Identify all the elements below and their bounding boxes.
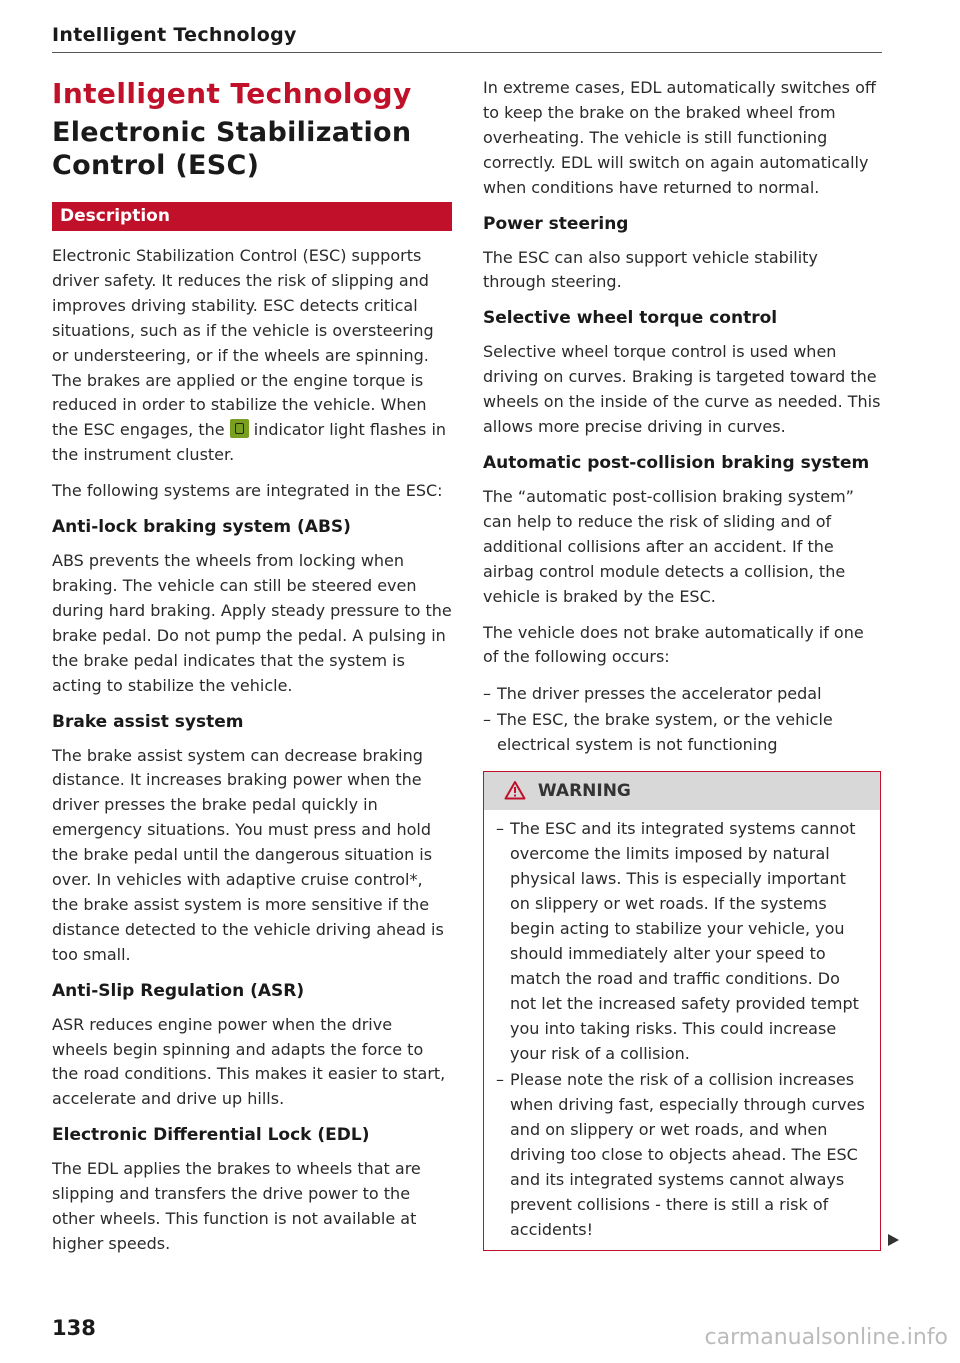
abs-heading: Anti-lock braking system (ABS) [52, 517, 351, 538]
post-collision-text: The “automatic post-collision braking system” can help to reduce the risk of sliding and of additional collisions after an accident. If the airbag control module detects a collision, the vehicle is braked by the ESC. [483, 486, 854, 606]
power-steering-heading: Power steering [483, 213, 629, 234]
list-item: – Please note the risk of a collision increases when driving fast, especially through curves and on slippery or wet roads, and when driving too close to objects ahead. The ESC and its integrated systems cannot always prevent collisions - there is still a risk of accidents! [496, 1067, 868, 1242]
description-bar: Description [52, 202, 452, 231]
list-item: – The ESC and its integrated systems cannot overcome the limits imposed by natural physical laws. This is especially important on slippery or wet roads. If the systems begin acting to stabilize your vehicle, you should immediately alter your speed to match the road and traffic conditions. Do not let the increased safety provided tempt you into taking risks. This could increase your risk of a collision. [496, 816, 868, 1066]
intro-paragraph [52, 244, 452, 468]
warning-list [496, 816, 868, 1242]
torque-control-heading: Selective wheel torque control [483, 308, 778, 329]
warning-label: WARNING [537, 781, 631, 802]
edl-heading: Electronic Differential Lock (EDL) [52, 1125, 370, 1146]
chapter-title: Intelligent Technology [52, 77, 412, 110]
left-column [52, 70, 452, 1268]
torque-control-text: Selective wheel torque control is used when driving on curves. Braking is targeted toward the wheels on the inside of the curve as needed. This allows more precise driving in curves. [483, 342, 881, 437]
brake-assist-text: The brake assist system can decrease braking distance. It increases braking power when the driver presses the brake pedal quickly in emergency situations. You must press and hold the brake pedal until the dangerous situation is over. In vehicles with adaptive cruise control*, the brake assist system is more sensitive if the distance detected to the vehicle driving ahead is too small. [52, 745, 444, 964]
warning-box [483, 771, 881, 1251]
section-title: Electronic Stabilization Control (ESC) [52, 117, 412, 181]
warning-body [484, 810, 880, 1250]
warning-triangle-icon [504, 780, 526, 800]
post-collision-heading: Automatic post-collision braking system [483, 452, 870, 473]
watermark: carmanualsonline.info [704, 1325, 948, 1350]
list-item: – The ESC, the brake system, or the vehicle electrical system is not functioning [483, 707, 883, 757]
no-brake-intro: The vehicle does not brake automatically if one of the following occurs: [483, 622, 864, 667]
warning-header [484, 772, 880, 810]
asr-heading: Anti-Slip Regulation (ASR) [52, 980, 305, 1001]
brake-assist-heading: Brake assist system [52, 711, 244, 732]
list-item: – The driver presses the accelerator pedal [483, 681, 883, 706]
edl-continued-text: In extreme cases, EDL automatically switches off to keep the brake on the braked wheel from overheating. The vehicle is still functioning correctly. EDL will switch on again automatically when conditions have returned to normal. [483, 78, 876, 197]
intro-text-before-icon: Electronic Stabilization Control (ESC) supports driver safety. It reduces the risk of slipping and improves driving stability. ESC detects critical situations, such as if the vehicle is oversteering or understeering, or if the wheels are spinning. The brakes are applied or the engine torque is reduced in order to stabilize the vehicle. When the ESC engages, the [52, 246, 434, 440]
esc-indicator-icon [230, 419, 249, 438]
power-steering-text: The ESC can also support vehicle stability through steering. [483, 247, 818, 292]
continue-arrow-icon [888, 1234, 899, 1246]
no-brake-list [483, 681, 883, 757]
integrated-intro: The following systems are integrated in the ESC: [52, 481, 443, 501]
abs-text: ABS prevents the wheels from locking when braking. The vehicle can still be steered even during hard braking. Apply steady pressure to the brake pedal. Do not pump the pedal. A pulsing in the brake pedal indicates that the system is acting to stabilize the vehicle. [52, 551, 452, 695]
asr-text: ASR reduces engine power when the drive wheels begin spinning and adapts the force to the road conditions. This makes it easier to start, accelerate and drive up hills. [52, 1014, 446, 1109]
page-number: 138 [52, 1316, 96, 1340]
edl-text: The EDL applies the brakes to wheels that are slipping and transfers the drive power to the other wheels. This function is not available at higher speeds. [52, 1159, 421, 1253]
header-divider [52, 52, 882, 53]
intro-text-after-icon: indicator light flashes in the instrument cluster. [52, 420, 447, 465]
running-header: Intelligent Technology [52, 24, 297, 46]
right-column [483, 70, 883, 1251]
